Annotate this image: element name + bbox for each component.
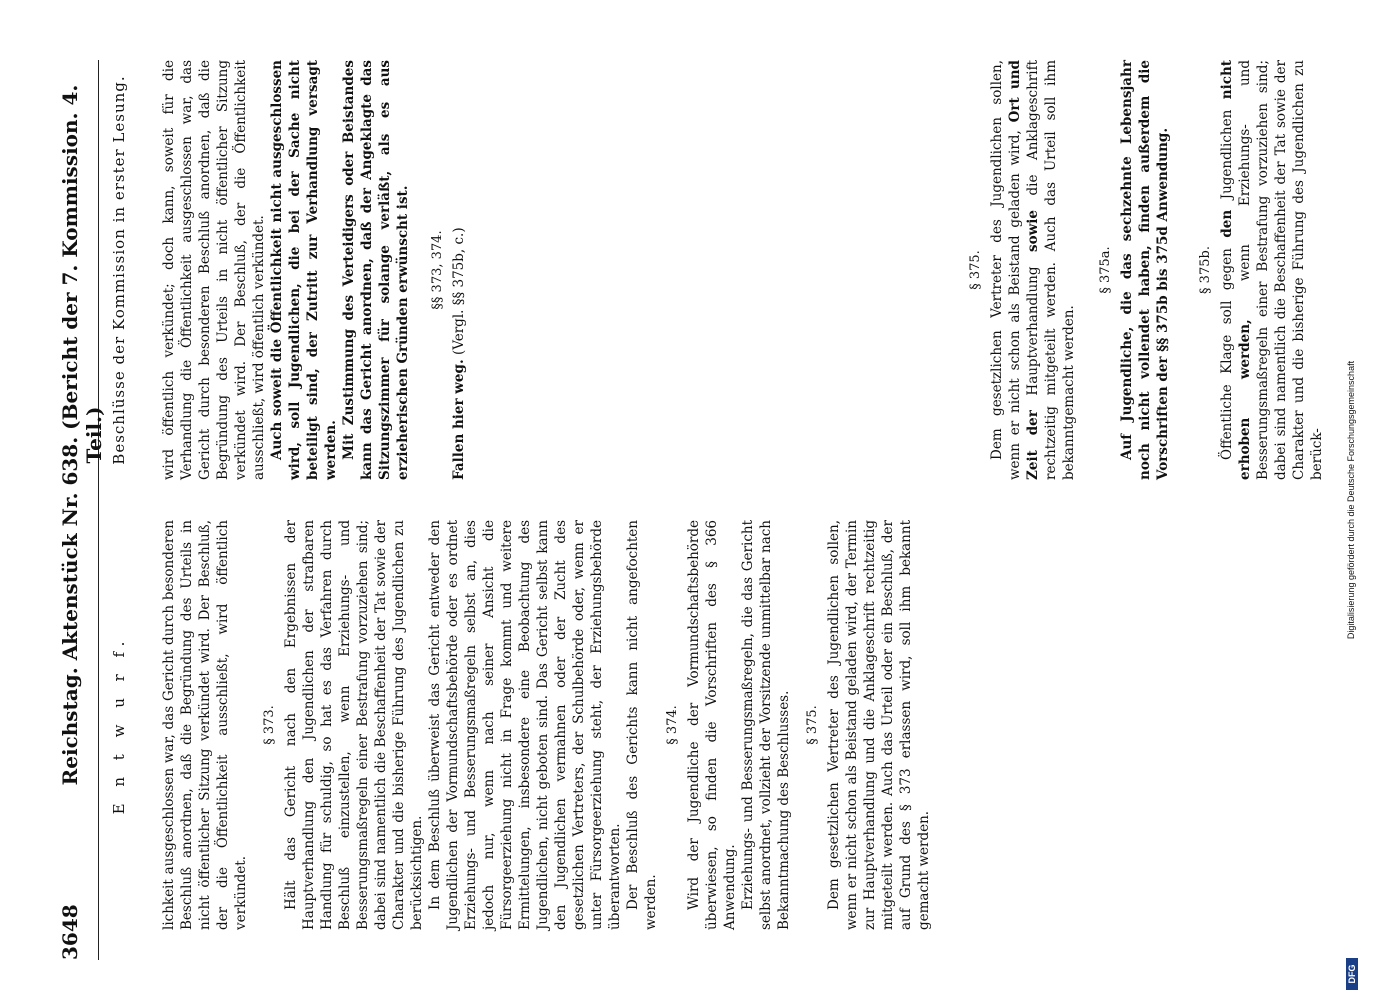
- right-s375a-title: § 375a.: [1098, 246, 1113, 294]
- left-column-heading: E n t w u r f.: [110, 635, 128, 815]
- right-s373-374-bold: Fallen hier weg.: [451, 359, 467, 480]
- page-number: 3648: [58, 904, 82, 960]
- left-s374-p2: Erziehungs- und Besserungsmaßregeln, die das Gericht selbst anordnet, vollzieht der Vorsitzende unmittelbar nach Bekanntmachung des Beschlusses.: [740, 520, 792, 930]
- dfg-logo: DFG: [1346, 958, 1358, 990]
- right-bold-paragraph-2: Mit Zustimmung des Verteidigers oder Beistandes kann das Gericht anordnen, daß der Angeklagte das Sitzungszimmer für solange verläßt, als es aus erzieherischen Gründen erwünscht ist.: [341, 60, 411, 480]
- left-s373-body: [282, 520, 660, 930]
- right-s375b-title: § 375b.: [1198, 246, 1213, 294]
- left-intro: [160, 520, 250, 930]
- page-title: Reichstag. Aktenstück Nr. 638. (Bericht der 7. Kommission. 4. Teil.): [58, 84, 106, 786]
- left-s375-title: § 375.: [805, 705, 820, 745]
- right-s375-body: [988, 60, 1078, 480]
- right-bold-paragraph-1: Auch soweit die Öffentlichkeit nicht ausgeschlossen wird, soll Jugendlichen, die bei der Sache nicht beteiligt sind, der Zutritt zur Verhandlung versagt werden.: [269, 60, 339, 480]
- right-intro: [160, 60, 412, 480]
- right-s375b-bold-b: den: [1219, 209, 1235, 238]
- right-column-heading: Beschlüsse der Kommission in erster Lesung.: [110, 75, 128, 465]
- right-s375-text-c: Hauptverhandlung: [1025, 251, 1041, 411]
- right-s375b-body: [1218, 60, 1326, 480]
- left-intro-text: lichkeit ausgeschlossen war, das Gericht durch besonderen Beschluß anordnen, daß die Begründung des Urteils in nicht öffentlicher Sitzung verkündet wird. Der Beschluß, der die Öffentlichkeit ausschließt, wird öffentlich verkündet.: [161, 520, 249, 930]
- right-s375a-body: [1118, 60, 1172, 480]
- right-s375-bold-b: Ort und Zeit der: [1007, 60, 1041, 480]
- right-s375-bold-d: sowie: [1025, 210, 1041, 252]
- left-s373-p3: Der Beschluß des Gerichts kann nicht angefochten werden.: [625, 520, 659, 930]
- right-s373-374-body: [450, 60, 468, 480]
- left-s373-p2: In dem Beschluß überweist das Gericht entweder den Jugendlichen der Vormundschaftsbehörde oder es ordnet Erziehungs- und Besserungsmaßregeln selbst an, dies jedoch nur, wenn nach seiner Ansicht die Fürsorgeerziehung nicht in Frage kommt und weitere Ermittelungen, insbesondere eine Beobachtung des Jugendlichen, nicht geboten sind. Das Gericht selbst kann den Jugendlichen vermahnen oder der Zucht des gesetzlichen Vertreters, der Schulbehörde oder, wenn er unter Fürsorgeerziehung steht, der Erziehungsbehörde überantworten.: [427, 520, 623, 930]
- right-s375a-p1: Auf Jugendliche, die das sechzehnte Lebensjahr noch nicht vollendet haben, finden außerdem die Vorschriften der §§ 375b bis 375d Anwendung.: [1119, 60, 1171, 480]
- right-s375b-text-e: wenn Erziehungs- und Besserungsmaßregeln einer Bestrafung vorzuziehen sind; dabei sind namentlich die Beschaffenheit der Tat sowie der Charakter und die bisherige Führung des Jugendlichen zu berück-: [1237, 59, 1325, 480]
- right-s375b-bold-d: nicht erhoben werden,: [1219, 59, 1253, 480]
- right-intro-text: wird öffentlich verkündet; doch kann, soweit für die Verhandlung die Öffentlichkeit ausgeschlossen war, das Gericht durch besonderen Beschluß anordnen, daß die Begründung des Urteils in nicht öffentlicher Sitzung verkündet wird. Der Beschluß, der die Öffentlichkeit ausschließt, wird öffentlich verkündet.: [161, 60, 267, 480]
- right-s375-text-e: die Anklageschrift rechtzeitig mitgeteilt werden. Auch das Urteil soll ihm bekanntgemacht werden.: [1025, 60, 1077, 480]
- left-s374-body: [685, 520, 793, 930]
- left-s373-title: § 373.: [262, 705, 277, 745]
- left-s374-p1: Wird der Jugendliche der Vormundschaftsbehörde überwiesen, so finden die Vorschriften des § 366 Anwendung.: [686, 520, 738, 930]
- left-s374-title: § 374.: [665, 705, 680, 745]
- right-s375-title: § 375.: [968, 250, 983, 290]
- right-s373-374-title: §§ 373, 374.: [430, 230, 445, 310]
- right-s375b-text-a: Öffentliche Klage soll gegen: [1219, 237, 1235, 460]
- left-s375-body: [825, 520, 933, 930]
- page-header: [58, 60, 106, 960]
- right-s373-374-ref: (Vergl. §§ 375b, c.): [451, 227, 467, 356]
- left-s375-p1: Dem gesetzlichen Vertreter des Jugendlichen sollen, wenn er nicht schon als Beistand geladen wird, der Termin zur Hauptverhandlung und die Anklageschrift rechtzeitig mitgeteilt werden. Auch das Urteil oder ein Beschluß, der auf Grund des § 373 erlassen wird, soll ihm bekannt gemacht werden.: [826, 520, 932, 930]
- digitization-note: Digitalisierung gefördert durch die Deutsche Forschungsgemeinschaft: [1346, 360, 1356, 640]
- right-s375b-text-c: Jugendlichen: [1219, 99, 1235, 210]
- left-s373-p1: Hält das Gericht nach den Ergebnissen der Hauptverhandlung den Jugendlichen der strafbaren Handlung für schuldig, so hat es das Verfahren durch Beschluß einzustellen, wenn Erziehungs- und Besserungsmaßregeln einer Bestrafung vorzuziehen sind; dabei sind namentlich die Beschaffenheit der Tat sowie der Charakter und die bisherige Führung des Jugendlichen zu berücksichtigen.: [283, 520, 425, 930]
- right-s375-text-a: Dem gesetzlichen Vertreter des Jugendlichen sollen, wenn er nicht schon als Beistand geladen wird,: [989, 60, 1023, 480]
